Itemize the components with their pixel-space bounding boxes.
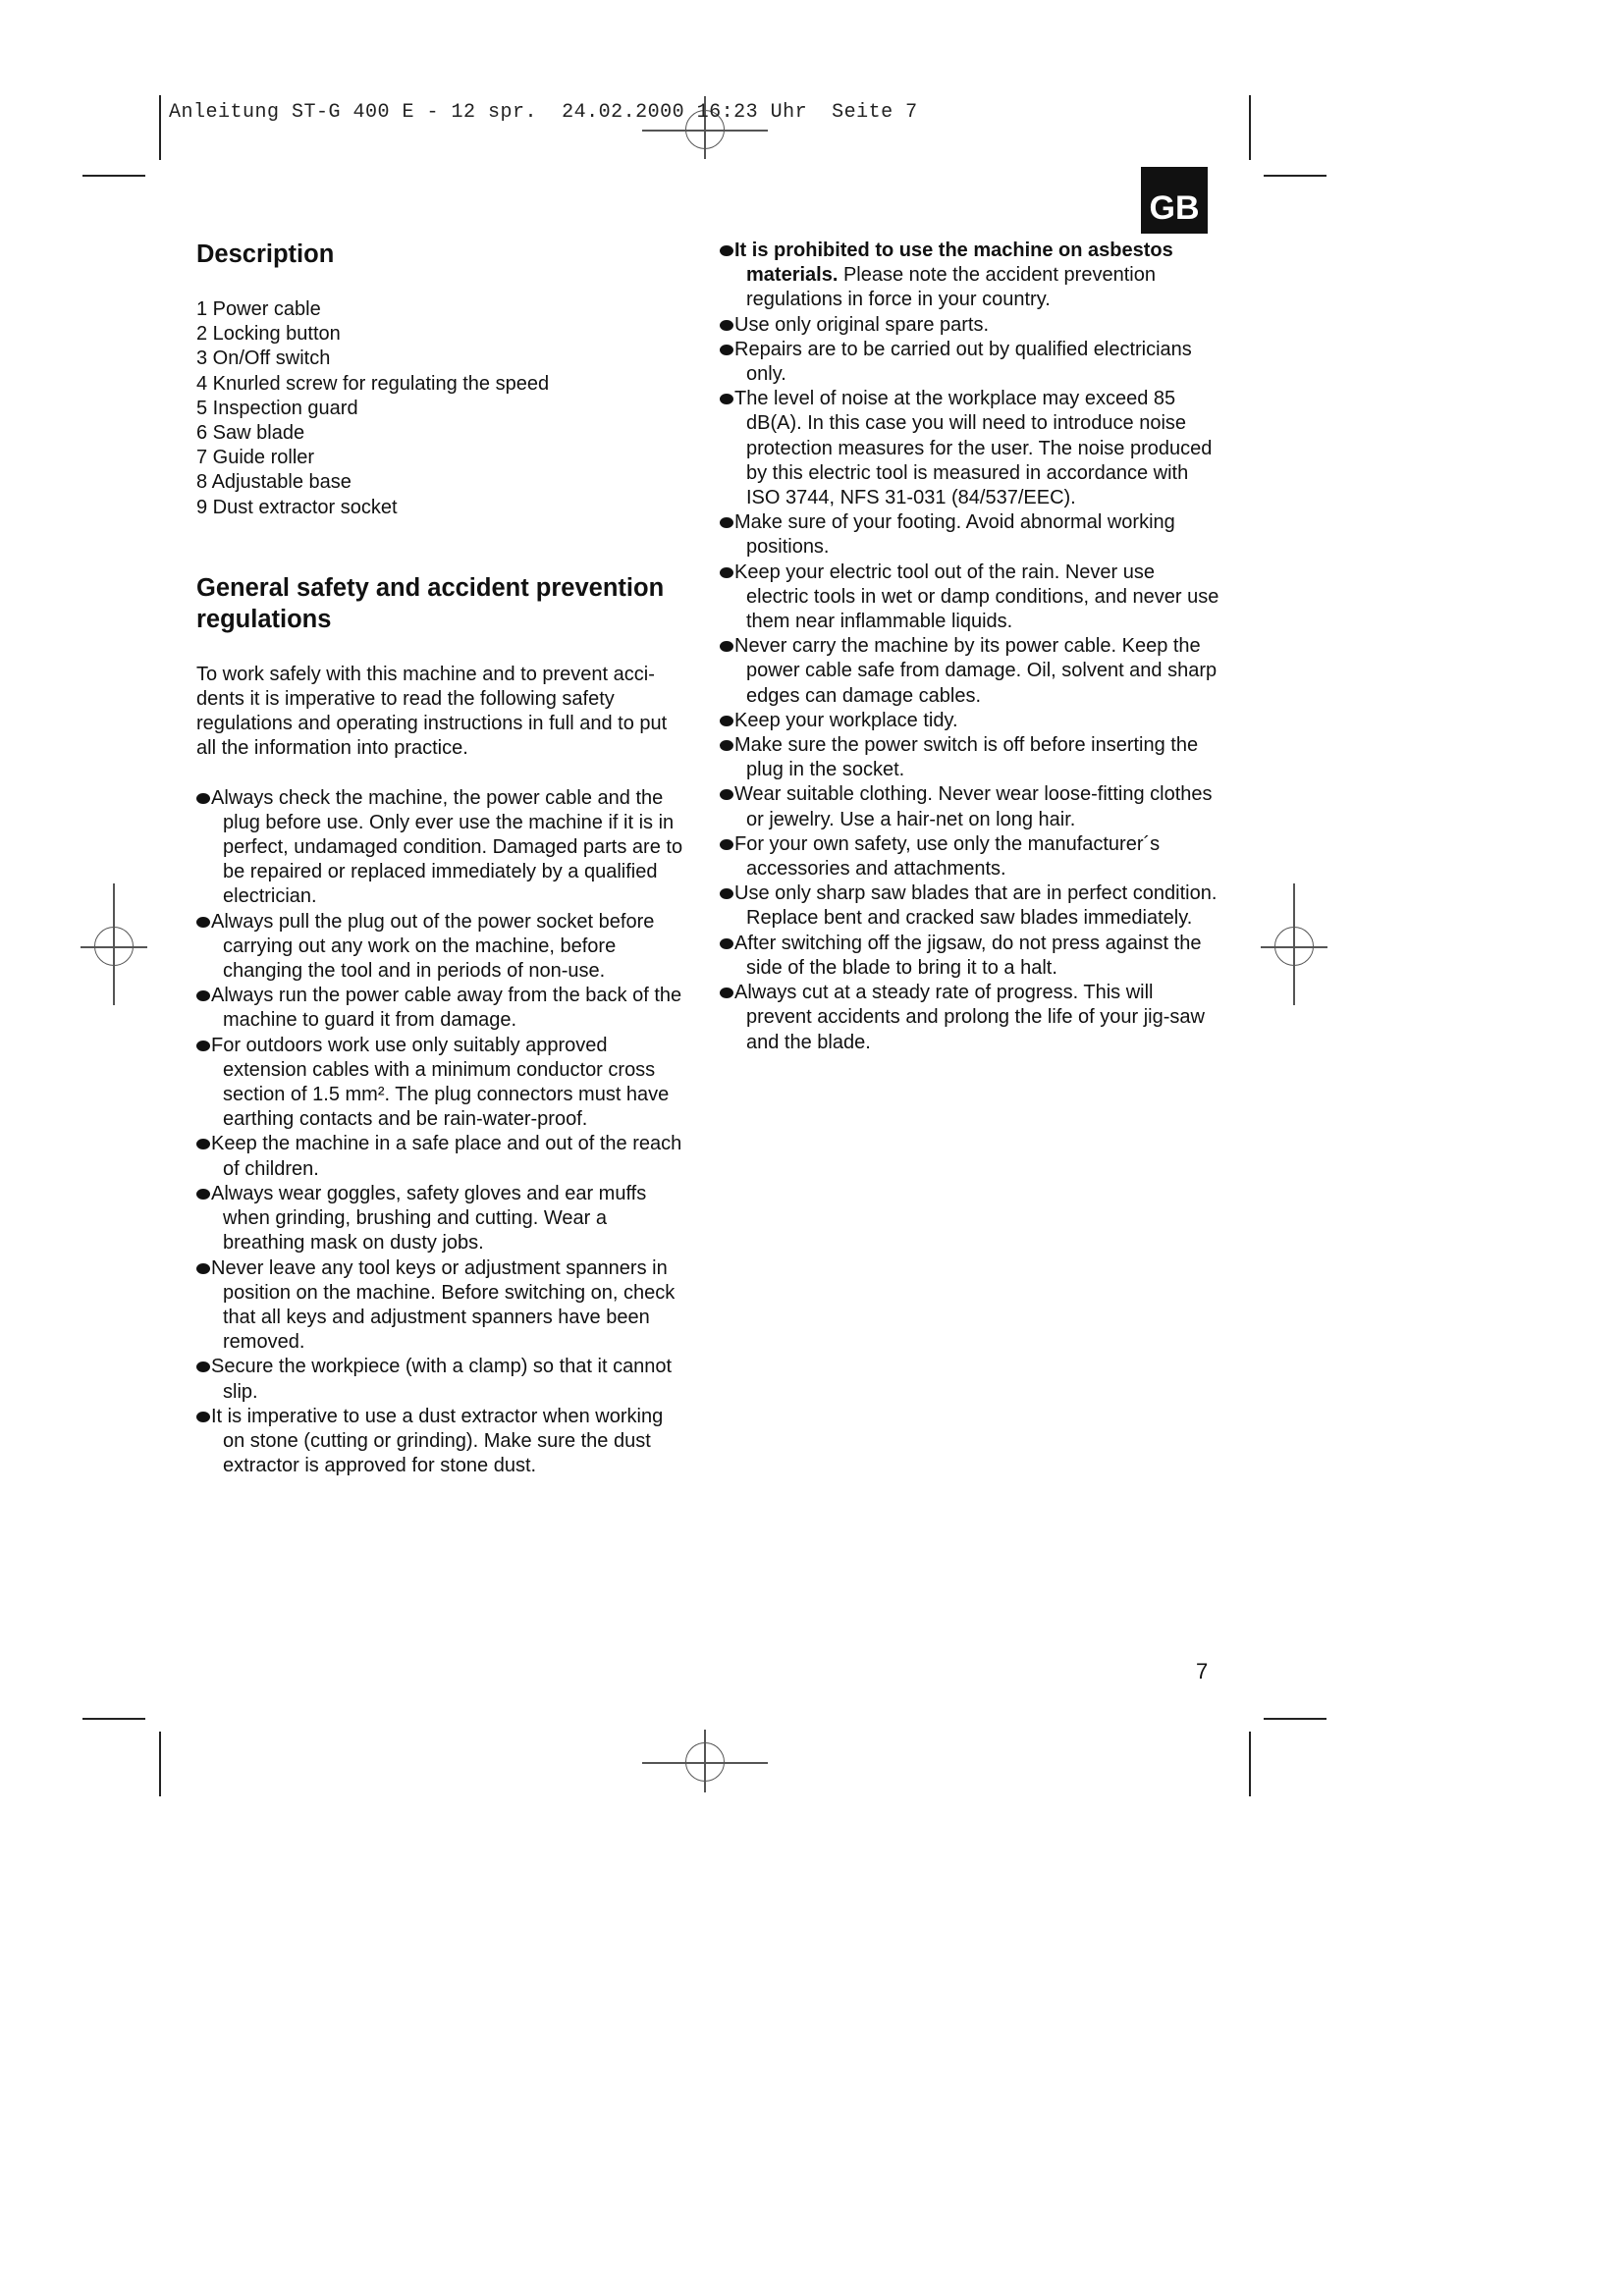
print-header: Anleitung ST-G 400 E - 12 spr. 24.02.2000 16:23 Uhr Seite 7 [169,101,918,124]
safety-bullet: Always cut at a steady rate of progress. This will prevent accidents and prolong the life of your jig-saw and the blade. [720,981,1220,1055]
left-column [196,239,687,1478]
crop-mark [1264,175,1326,177]
bullet-icon [720,740,733,751]
bullet-icon [720,839,733,850]
safety-bullet: Keep your workplace tidy. [720,709,1220,733]
safety-bullet: Repairs are to be carried out by qualified electricians only. [720,338,1220,387]
crop-mark [82,1718,145,1720]
bullet-icon [720,888,733,899]
safety-bullet: Always check the machine, the power cable and the plug before use. Only ever use the machine if it is in perfect, undamaged condition. Damaged parts are to be repaired or replaced immediately by a qualified electrician. [196,786,687,910]
safety-bullet: Secure the workpiece (with a clamp) so that it cannot slip. [196,1355,687,1404]
bullet-icon [720,789,733,800]
bullet-icon [720,988,733,998]
bullet-icon [720,320,733,331]
safety-bullet: Make sure the power switch is off before inserting the plug in the socket. [720,733,1220,782]
bullet-icon [196,1189,210,1200]
safety-bullet: Always run the power cable away from the back of the machine to guard it from damage. [196,984,687,1033]
safety-heading-line2: regulations [196,605,332,633]
safety-bullet: Make sure of your footing. Avoid abnormal working positions. [720,510,1220,560]
bullet-icon [720,641,733,652]
safety-heading-line1: General safety and accident prevention [196,573,665,602]
safety-bullet: Keep your electric tool out of the rain. Never use electric tools in wet or damp conditions, and never use them near inflammable liquids. [720,561,1220,635]
safety-bullet: Never leave any tool keys or adjustment spanners in position on the machine. Before switching on, check that all keys and adjustment spanners have been removed. [196,1256,687,1356]
bullet-icon [720,567,733,578]
parts-list-item: 7 Guide roller [196,447,315,469]
bullet-icon [196,1362,210,1372]
safety-bullets-left [196,786,687,1479]
safety-heading [196,572,687,635]
parts-list-item: 4 Knurled screw for regulating the speed [196,372,550,395]
bullet-icon [720,245,733,256]
crop-mark [1249,95,1251,160]
safety-bullet: It is imperative to use a dust extractor when working on stone (cutting or grinding). Make sure the dust extractor is approved for stone dust. [196,1405,687,1479]
parts-list-item: 9 Dust extractor socket [196,496,398,518]
page-number: 7 [1196,1659,1209,1683]
safety-bullet: For outdoors work use only suitably approved extension cables with a minimum conductor cross section of 1.5 mm². The plug connectors must have earthing contacts and be rain-water-proof. [196,1034,687,1133]
bullet-icon [196,1139,210,1149]
bullet-icon [720,716,733,726]
bullet-icon [196,793,210,804]
safety-intro: To work safely with this machine and to prevent acci-dents it is imperative to read the following safety regulations and operating instructions in full and to put all the information into practice. [196,663,668,760]
parts-list-item: 8 Adjustable base [196,471,352,494]
crop-mark [1264,1718,1326,1720]
parts-list-item: 6 Saw blade [196,422,305,445]
crop-mark [82,175,145,177]
safety-bullet: The level of noise at the workplace may exceed 85 dB(A). In this case you will need to introduce noise protection measures for the user. The noise produced by this electric tool is measured in accordance with ISO 3744, NFS 31-031 (84/537/EEC). [720,387,1220,510]
safety-bullet: Never carry the machine by its power cable. Keep the power cable safe from damage. Oil, solvent and sharp edges can damage cables. [720,634,1220,709]
safety-bullet-asbestos: It is prohibited to use the machine on asbestos materials. Please note the accident prevention regulations in force in your country. [720,239,1220,313]
parts-list-item: 5 Inspection guard [196,397,358,419]
description-heading: Description [196,240,335,268]
bullet-icon [720,938,733,949]
bullet-icon [196,1263,210,1274]
bullet-icon [196,1412,210,1422]
bullet-icon [720,345,733,355]
crop-mark [159,95,161,160]
safety-bullet: Keep the machine in a safe place and out of the reach of children. [196,1132,687,1181]
crop-mark [159,1732,161,1796]
safety-bullet: For your own safety, use only the manufacturer´s accessories and attachments. [720,832,1220,881]
parts-list-item: 3 On/Off switch [196,347,331,370]
parts-list [196,297,687,520]
safety-bullet: After switching off the jigsaw, do not press against the side of the blade to bring it to a halt. [720,932,1220,981]
safety-bullets-right [720,239,1220,1055]
parts-list-item: 1 Power cable [196,298,321,320]
safety-bullet: Use only original spare parts. [720,313,1220,338]
bullet-icon [196,917,210,928]
bullet-icon [720,517,733,528]
parts-list-item: 2 Locking button [196,323,341,346]
safety-bullet: Always pull the plug out of the power socket before carrying out any work on the machine, before changing the tool and in periods of non-use. [196,910,687,985]
right-column [720,239,1220,1055]
bullet-icon [196,990,210,1001]
bullet-icon [196,1041,210,1051]
safety-bullet: Wear suitable clothing. Never wear loose-fitting clothes or jewelry. Use a hair-net on long hair. [720,782,1220,831]
safety-bullet: Always wear goggles, safety gloves and ear muffs when grinding, brushing and cutting. Wear a breathing mask on dusty jobs. [196,1182,687,1256]
crop-mark [1249,1732,1251,1796]
safety-bullet: Use only sharp saw blades that are in perfect condition. Replace bent and cracked saw blades immediately. [720,881,1220,931]
bullet-icon [720,394,733,404]
language-badge: GB [1141,167,1208,234]
